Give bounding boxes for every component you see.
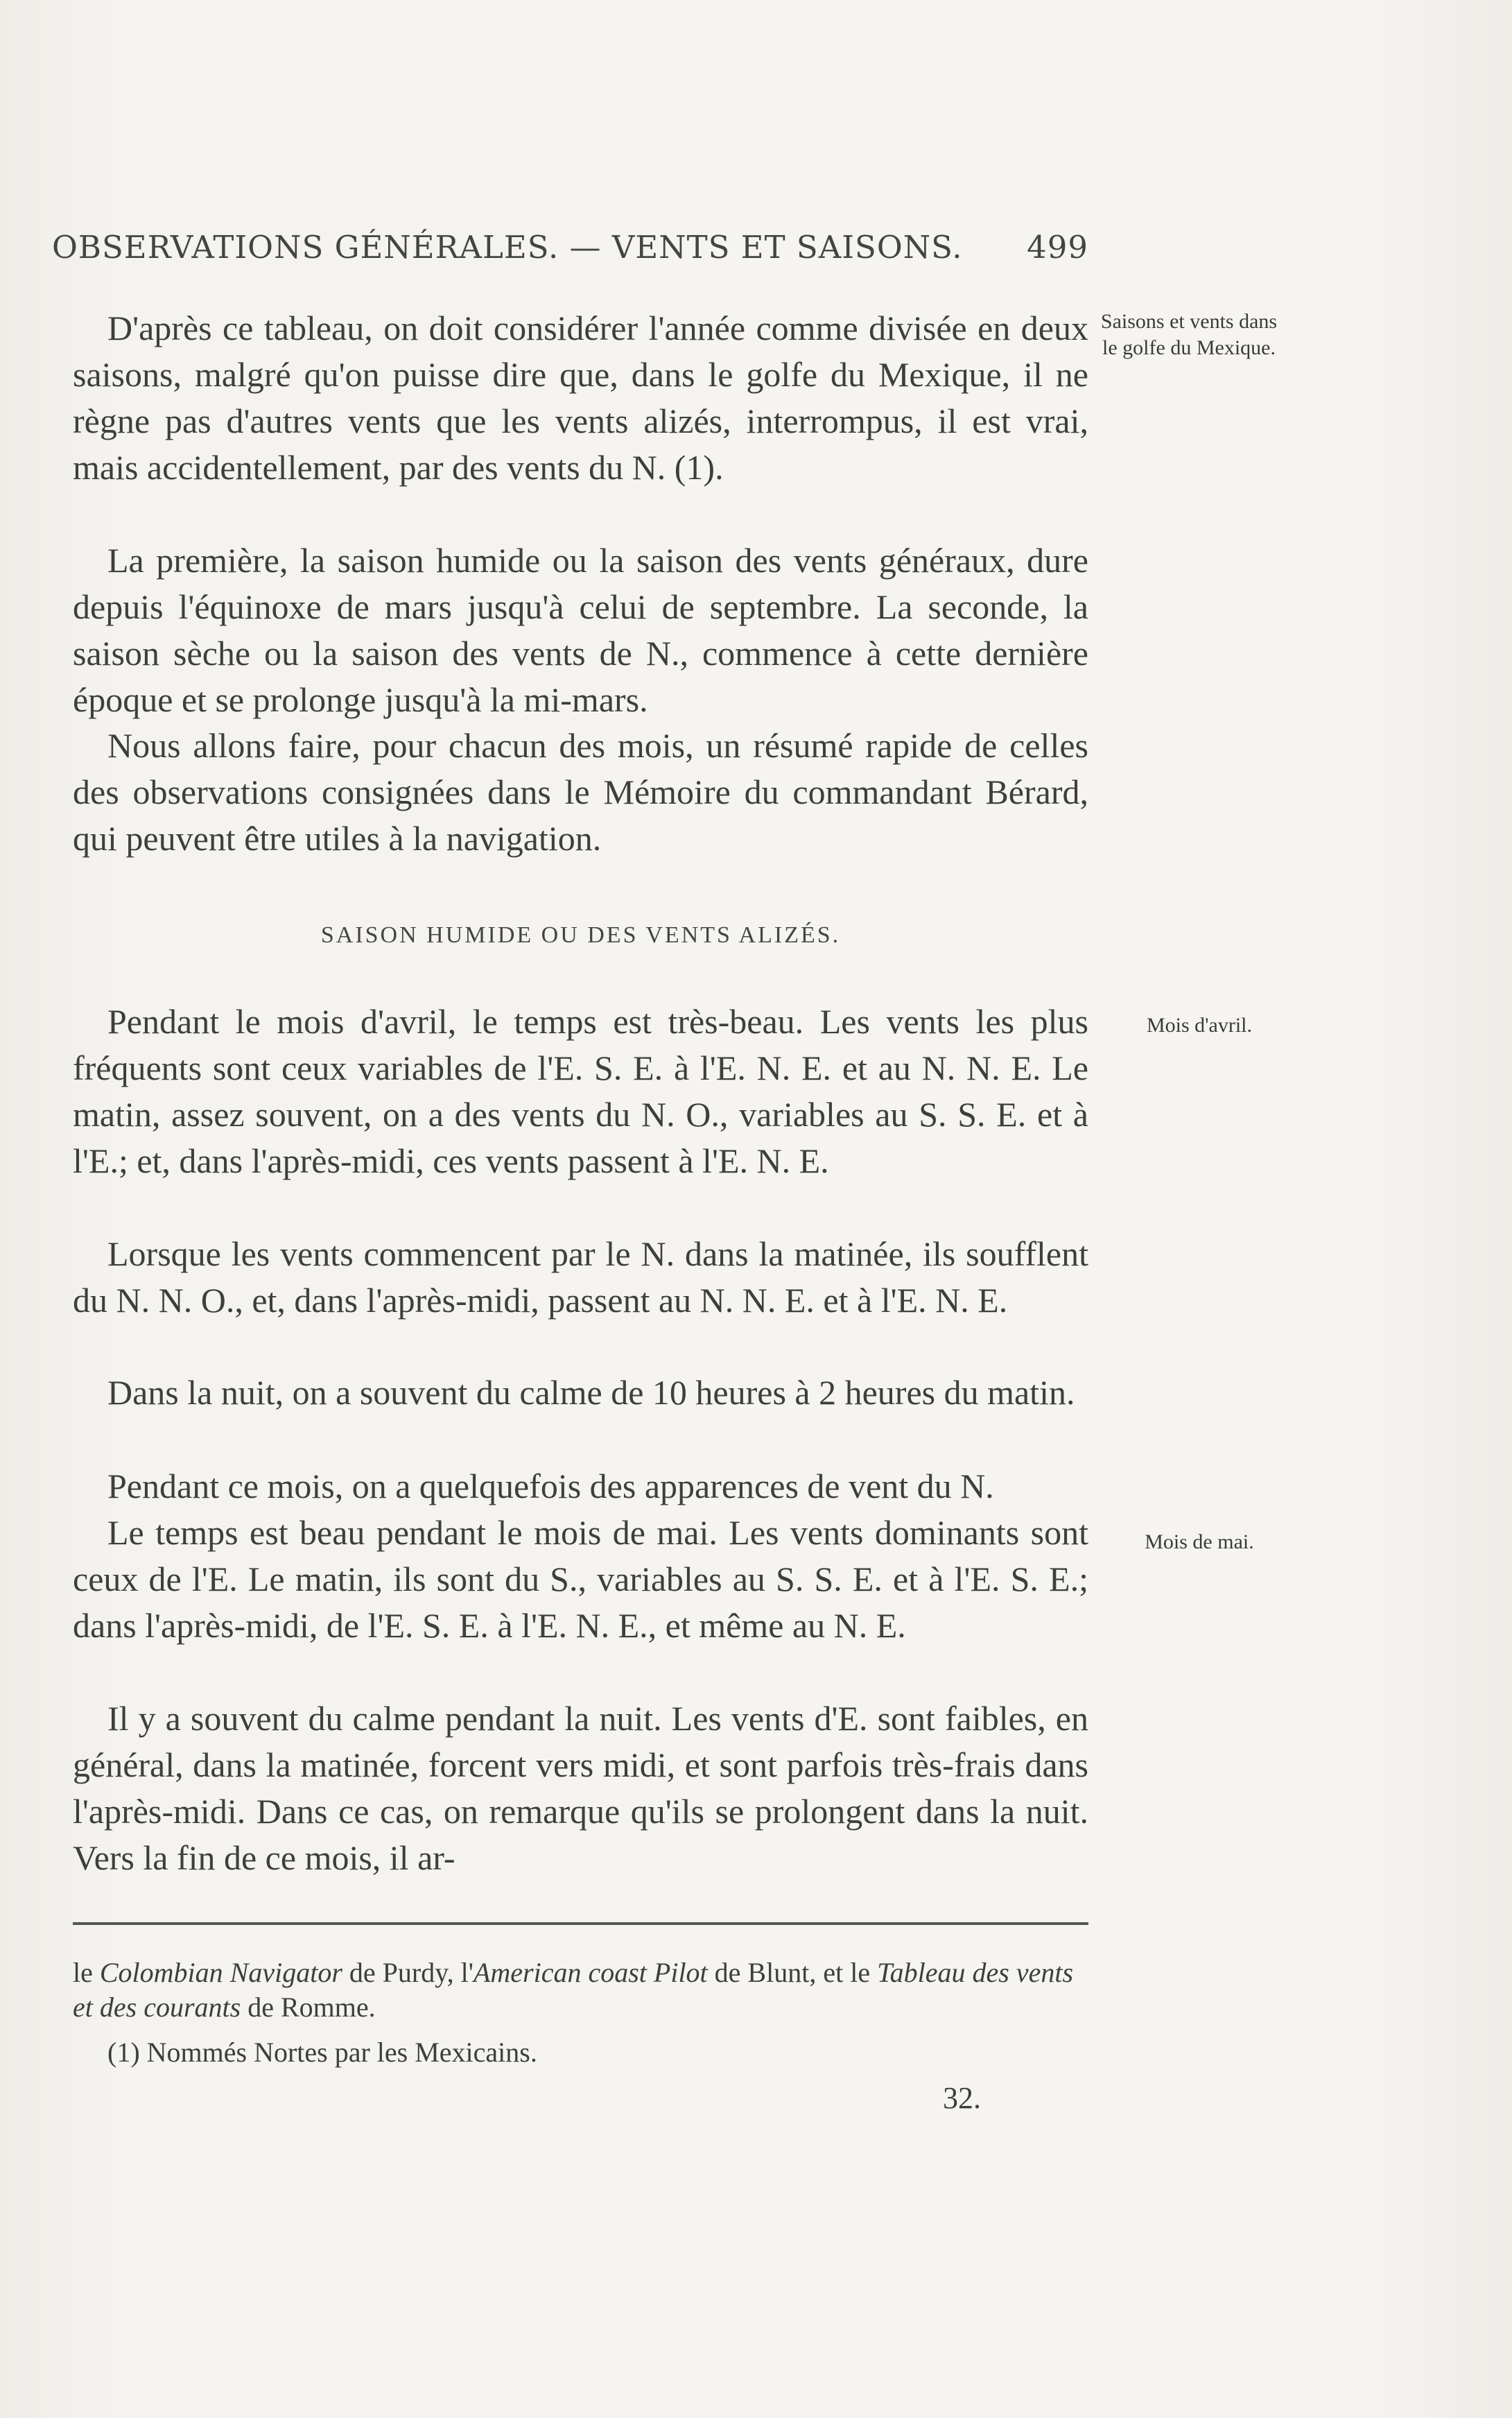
paragraph-7: Pendant ce mois, on a quelquefois des apparences de vent du N. [107, 1467, 994, 1505]
page-number: 499 [1027, 229, 1088, 266]
paragraph-1: D'après ce tableau, on doit considérer l'année comme divisée en deux saisons, malgré qu'on puisse dire que, dans le golfe du Mexique, il ne règne pas d'autres vents que les vents alizés, interrompus, il est vrai, mais accidentellement, par des vents du N. (1). [73, 309, 1088, 487]
footnote-title: Tableau des vents et des courants [73, 1957, 1074, 2023]
paragraph-9: Il y a souvent du calme pendant la nuit. Les vents d'E. sont faibles, en général, dans la matinée, forcent vers midi, et sont parfois très-frais dans l'après-midi. Dans ce cas, on remarque qu'ils se prolongent dans la nuit. Vers la fin de ce mois, il ar- [73, 1699, 1088, 1877]
footnote-continued [73, 1955, 1088, 2025]
footnote-text: de Purdy, l' [342, 1957, 473, 1988]
margin-note-april: Mois d'avril. [1146, 1014, 1253, 1037]
footnote-title: Colombian Navigator [99, 1957, 342, 1988]
footnote-1: (1) Nommés Nortes par les Mexicains. [107, 2037, 537, 2068]
signature-mark: 32. [943, 2081, 981, 2115]
header-title: OBSERVATIONS GÉNÉRALES. — VENTS ET SAISONS. [52, 229, 963, 266]
margin-note-may: Mois de mai. [1145, 1530, 1254, 1553]
paragraph-3: Nous allons faire, pour chacun des mois, un résumé rapide de celles des observations consignées dans le Mémoire du commandant Bérard, qui peuvent être utiles à la navigation. [73, 726, 1088, 858]
section-title: SAISON HUMIDE OU DES VENTS ALIZÉS. [320, 922, 841, 948]
footnote-title: American coast Pilot [473, 1957, 708, 1988]
paragraph-4: Pendant le mois d'avril, le temps est très-beau. Les vents les plus fréquents sont ceux variables de l'E. S. E. à l'E. N. E. et au N. N. E. Le matin, assez souvent, on a des vents du N. O., variables au S. S. E. et à l'E.; et, dans l'après-midi, ces vents passent à l'E. N. E. [73, 1002, 1088, 1180]
running-header [52, 229, 1088, 266]
footnote-text: le [73, 1957, 100, 1988]
footnote-rule [73, 1922, 1088, 1925]
paragraph-2: La première, la saison humide ou la saison des vents généraux, dure depuis l'équinoxe de mars jusqu'à celui de septembre. La seconde, la saison sèche ou la saison des vents de N., commence à cette dernière époque et se prolonge jusqu'à la mi-mars. [73, 541, 1088, 719]
footnote-text: de Romme. [241, 1992, 376, 2023]
paragraph-5: Lorsque les vents commencent par le N. dans la matinée, ils soufflent du N. N. O., et, dans l'après-midi, passent au N. N. E. et à l'E. N. E. [73, 1234, 1088, 1320]
paragraph-6: Dans la nuit, on a souvent du calme de 10 heures à 2 heures du matin. [107, 1373, 1075, 1412]
margin-note-seasons: Saisons et vents dans le golfe du Mexique. [1100, 310, 1278, 359]
paragraph-8: Le temps est beau pendant le mois de mai. Les vents dominants sont ceux de l'E. Le matin, ils sont du S., variables au S. S. E. et à l'E. S. E.; dans l'après-midi, de l'E. S. E. à l'E. N. E., et même au N. E. [73, 1513, 1088, 1645]
footnote-text: de Blunt, et le [707, 1957, 878, 1988]
